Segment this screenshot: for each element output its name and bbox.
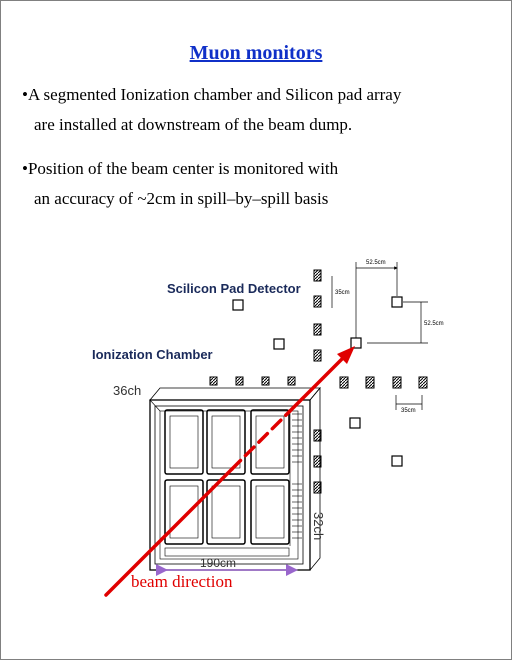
slide-title: Muon monitors [189,42,323,64]
channels-side-label: 32ch [311,512,326,541]
dim-vertical-small-label: 35cm [335,290,350,296]
beam-direction-label: beam direction [131,572,233,591]
bullet-1-line-1: •A segmented Ionization chamber and Silicon pad array [22,85,402,104]
width-label: 190cm [200,556,237,570]
dim-top-label: 52.5cm [366,260,386,266]
pad-detector-label: Scilicon Pad Detector [167,281,301,296]
ionization-chamber-label: Ionization Chamber [92,347,213,362]
bullet-1-line-2: are installed at downstream of the beam dump. [34,115,353,134]
ionization-chamber [150,388,320,570]
channels-top-label: 36ch [113,383,142,398]
bullet-2-line-2: an accuracy of ~2cm in spill–by–spill basis [34,189,329,208]
dim-bottom-label: 35cm [401,408,416,414]
dim-right-label: 52.5cm [424,321,444,327]
bullet-2-line-1: •Position of the beam center is monitored with [22,159,339,178]
